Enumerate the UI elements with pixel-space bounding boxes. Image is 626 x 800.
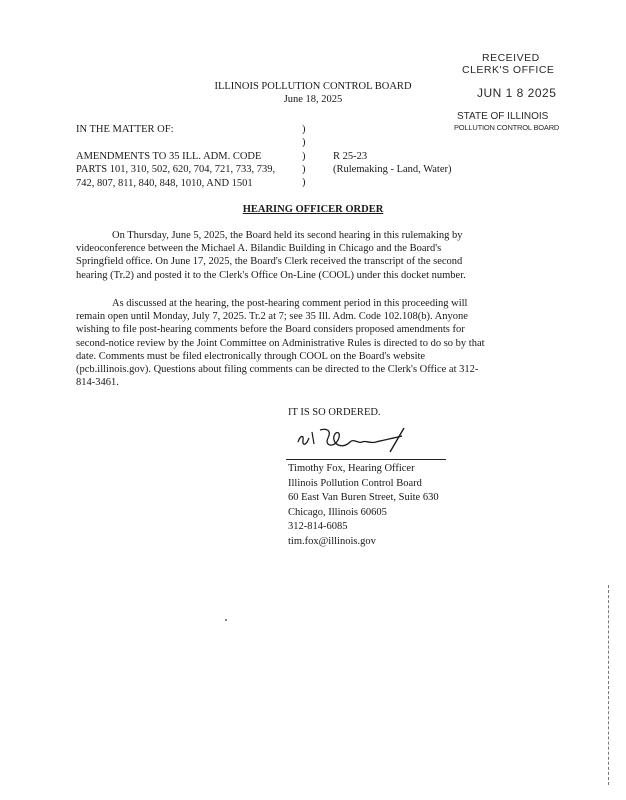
stamp-received: RECEIVED — [482, 52, 540, 64]
caption-matter: IN THE MATTER OF: — [76, 124, 174, 135]
paragraph-line: As discussed at the hearing, the post-hearing comment period in this proceeding will — [112, 298, 468, 309]
signer-name: Timothy Fox, Hearing Officer — [288, 463, 415, 474]
signature-block — [288, 462, 439, 550]
order-date: June 18, 2025 — [283, 94, 343, 105]
caption-paren: ) — [302, 163, 306, 175]
stamp-date: JUN 1 8 2025 — [477, 86, 557, 100]
paragraph-line: wishing to file post-hearing comments before the Board considers proposed amendments for — [76, 324, 465, 336]
paragraph-2 — [76, 297, 485, 389]
paragraph-line: (pcb.illinois.gov). Questions about filing comments can be directed to the Clerk's Office at 312- — [76, 364, 479, 376]
scan-edge-mark — [608, 585, 610, 785]
signer-org: Illinois Pollution Control Board — [288, 477, 422, 489]
paragraph-line: 814-3461. — [76, 377, 119, 389]
paragraph-line: On Thursday, June 5, 2025, the Board held its second hearing in this rulemaking by — [112, 230, 463, 241]
signature-line — [286, 459, 446, 460]
handwritten-signature — [290, 420, 440, 458]
stamp-board: POLLUTION CONTROL BOARD — [454, 123, 560, 132]
document-title: HEARING OFFICER ORDER — [242, 204, 384, 215]
paragraph-line: Springfield office. On June 17, 2025, the Board's Clerk received the transcript of the second — [76, 256, 463, 268]
caption-subject-line: AMENDMENTS TO 35 ILL. ADM. CODE — [76, 151, 262, 162]
caption-subject — [76, 150, 275, 190]
paragraph-line: date. Comments must be filed electronically through COOL on the Board's website — [76, 350, 426, 362]
paragraph-line: remain open until Monday, July 7, 2025. Tr.2 at 7; see 35 Ill. Adm. Code 102.108(b). Anyone — [76, 311, 468, 323]
signer-email: tim.fox@illinois.gov — [288, 535, 376, 547]
signer-street: 60 East Van Buren Street, Suite 630 — [288, 492, 439, 504]
caption-paren: ) — [302, 137, 306, 149]
caption-subject-line: PARTS 101, 310, 502, 620, 704, 721, 733, 739, — [76, 164, 276, 176]
scan-dot — [225, 619, 227, 621]
paragraph-line: second-notice review by the Joint Committee on Administrative Rules is directed to do so by that — [76, 337, 485, 349]
rulemaking-type: (Rulemaking - Land, Water) — [333, 164, 452, 175]
caption-paren: ) — [302, 150, 306, 162]
paragraph-line: videoconference between the Michael A. Bilandic Building in Chicago and the Board's — [76, 243, 442, 255]
paragraph-1 — [76, 229, 466, 282]
so-ordered: IT IS SO ORDERED. — [288, 407, 381, 418]
stamp-state: STATE OF ILLINOIS — [457, 111, 549, 122]
agency-heading: ILLINOIS POLLUTION CONTROL BOARD — [214, 81, 412, 92]
caption-parens — [302, 123, 306, 189]
caption-paren: ) — [302, 124, 306, 135]
signer-city: Chicago, Illinois 60605 — [288, 506, 387, 518]
caption-subject-line: 742, 807, 811, 840, 848, 1010, AND 1501 — [76, 177, 253, 189]
docket-number: R 25-23 — [333, 151, 368, 162]
stamp-office: CLERK'S OFFICE — [462, 64, 555, 76]
paragraph-line: hearing (Tr.2) and posted it to the Clerk's Office On-Line (COOL) under this docket number. — [76, 269, 466, 281]
signer-phone: 312-814-6085 — [288, 521, 348, 533]
caption-paren: ) — [302, 177, 306, 189]
